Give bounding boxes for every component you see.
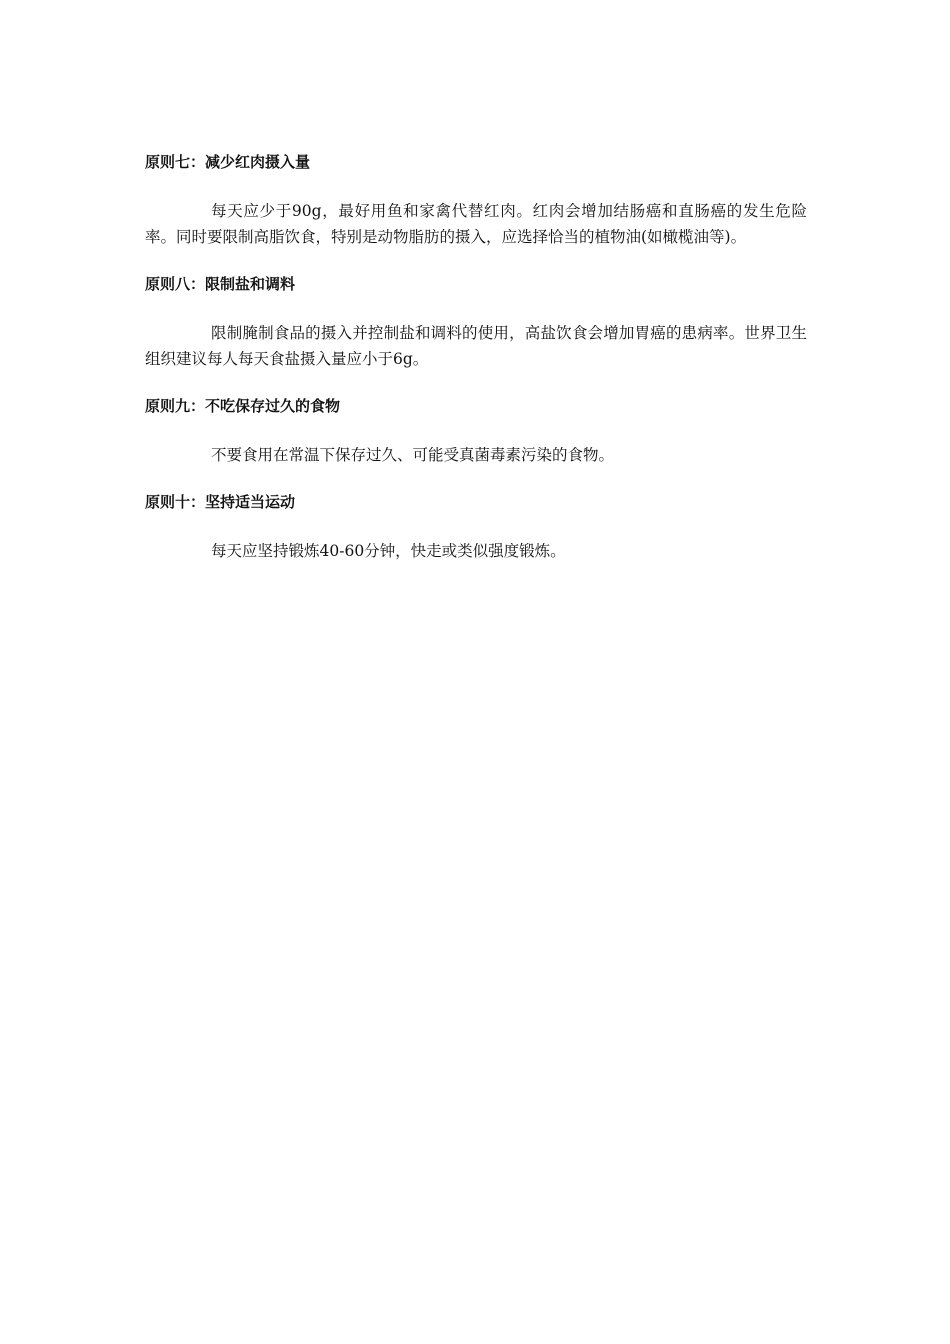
section-principle-10 <box>145 490 807 564</box>
section-body: 限制腌制食品的摄入并控制盐和调料的使用，高盐饮食会增加胃癌的患病率。世界卫生组织建议每人每天食盐摄入量应小于6g。 <box>145 324 807 368</box>
section-body: 不要食用在常温下保存过久、可能受真菌毒素污染的食物。 <box>211 446 615 464</box>
section-principle-7 <box>145 150 807 272</box>
section-principle-9 <box>145 394 807 490</box>
section-body: 每天应坚持锻炼40-60分钟，快走或类似强度锻炼。 <box>211 542 566 560</box>
section-heading: 原则八：限制盐和调料 <box>145 275 296 293</box>
section-heading: 原则十：坚持适当运动 <box>145 493 296 511</box>
section-heading: 原则七：减少红肉摄入量 <box>145 153 311 171</box>
section-body: 每天应少于90g，最好用鱼和家禽代替红肉。红肉会增加结肠癌和直肠癌的发生危险率。同时要限制高脂饮食，特别是动物脂肪的摄入，应选择恰当的植物油(如橄榄油等)。 <box>145 202 807 246</box>
section-principle-8 <box>145 272 807 394</box>
section-heading: 原则九：不吃保存过久的食物 <box>145 397 341 415</box>
document-content <box>145 150 807 564</box>
